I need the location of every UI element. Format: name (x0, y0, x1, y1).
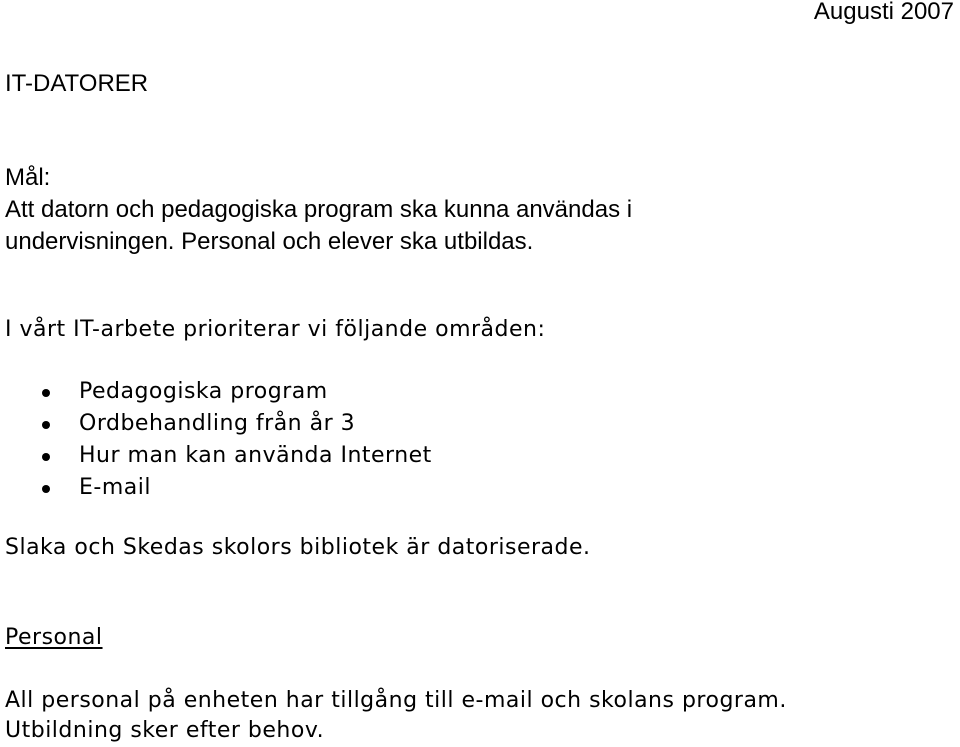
priorities-intro: I vårt IT-arbete prioriterar vi följande områden: (5, 317, 546, 342)
personal-line: All personal på enheten har tillgång till e-mail och skolans program. (5, 688, 787, 713)
list-item (0, 472, 432, 504)
list-item-label: E-mail (79, 475, 151, 500)
library-statement: Slaka och Skedas skolors bibliotek är datoriserade. (5, 535, 591, 560)
priorities-list (0, 376, 432, 504)
document-date: Augusti 2007 (813, 0, 954, 25)
document-title: IT-DATORER (5, 70, 149, 97)
bullet-icon (42, 453, 50, 461)
list-item-label: Ordbehandling från år 3 (79, 411, 356, 436)
list-item (0, 440, 432, 472)
goal-section (5, 162, 632, 258)
personal-section (5, 685, 787, 745)
bullet-icon (42, 389, 50, 397)
goal-line: Att datorn och pedagogiska program ska kunna användas i (5, 196, 633, 223)
bullet-icon (42, 421, 50, 429)
list-item (0, 408, 432, 440)
list-item-label: Hur man kan använda Internet (79, 443, 432, 468)
list-item (0, 376, 432, 408)
goal-label: Mål: (5, 164, 51, 191)
personal-heading: Personal (5, 625, 103, 650)
list-item-label: Pedagogiska program (79, 379, 328, 404)
goal-line: undervisningen. Personal och elever ska utbildas. (5, 228, 534, 255)
bullet-icon (42, 485, 50, 493)
personal-line: Utbildning sker efter behov. (5, 718, 325, 743)
